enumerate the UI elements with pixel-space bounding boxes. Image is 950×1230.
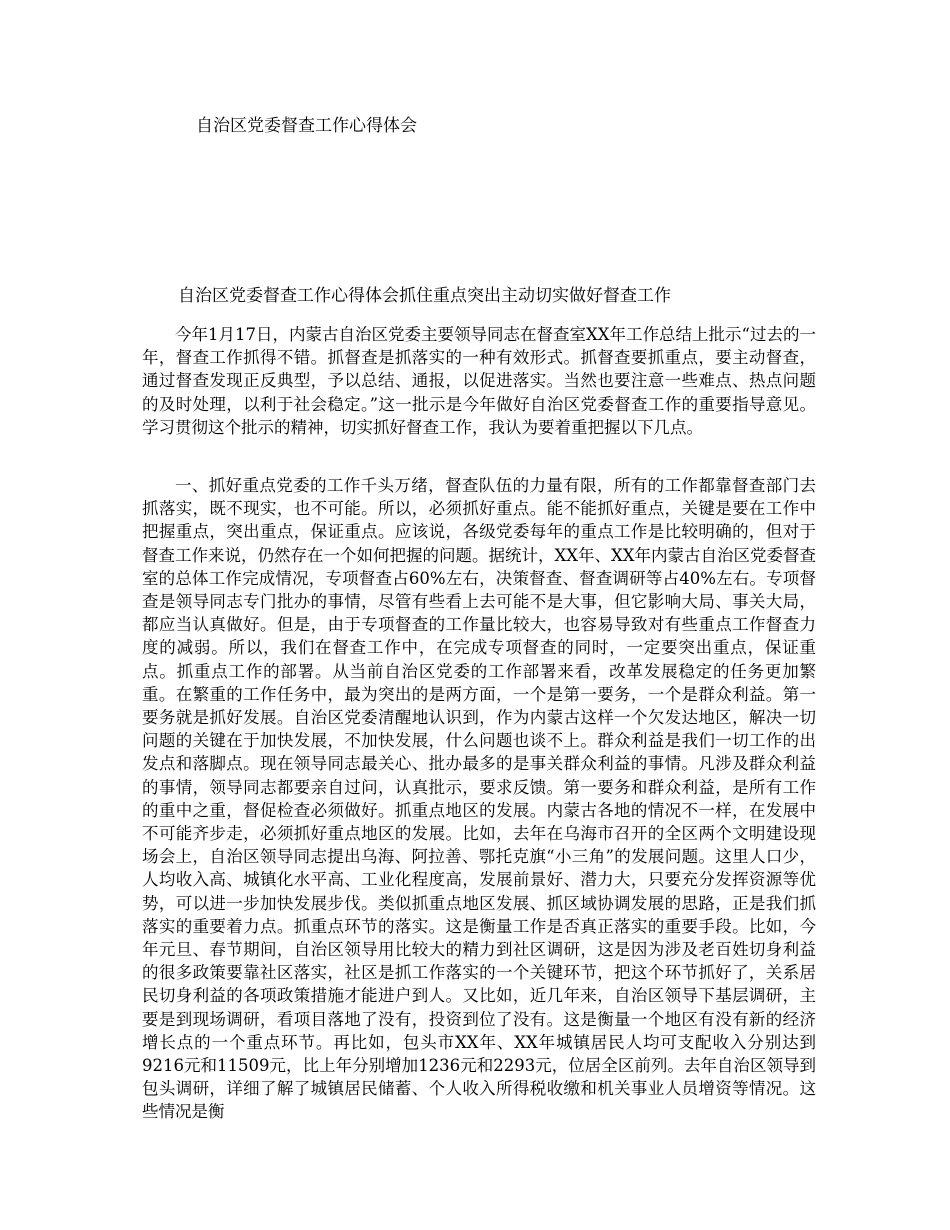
paragraph-intro: 今年1月17日，内蒙古自治区党委主要领导同志在督查室XX年工作总结上批示“过去的一年，督查工作抓得不错。抓督查是抓落实的一种有效形式。抓督查要抓重点，要主动督查，通过督查发现正反典型，予以总结、通报，以促进落实。当然也要注意一些难点、热点问题的及时处理，以利于社会稳定。”这一批示是今年做好自治区党委督查工作的重要指导意见。学习贯彻这个批示的精神，切实抓好督查工作，我认为要着重把握以下几点。: [142, 325, 816, 437]
document-title: 自治区党委督查工作心得体会: [196, 116, 417, 136]
paragraph-section-one: 一、抓好重点党委的工作千头万绪，督查队伍的力量有限，所有的工作都靠督查部门去抓落实，既不现实，也不可能。所以，必须抓好重点。能不能抓好重点，关键是要在工作中把握重点，突出重点，保证重点。应该说，各级党委每年的重点工作是比较明确的，但对于督查工作来说，仍然存在一个如何把握的问题。据统计，XX年、XX年内蒙古自治区党委督查室的总体工作完成情况，专项督查占60%左右，决策督查、督查调研等占40%左右。专项督查是领导同志专门批办的事情，尽管有些看上去可能不是大事，但它影响大局、事关大局，都应当认真做好。但是，由于专项督查的工作量比较大，也容易导致对有些重点工作督查力度的减弱。所以，我们在督查工作中，在完成专项督查的同时，一定要突出重点，保证重点。抓重点工作的部署。从当前自治区党委的工作部署来看，改革发展稳定的任务更加繁重。在繁重的工作任务中，最为突出的是两方面，一个是第一要务，一个是群众利益。第一要务就是抓好发展。自治区党委清醒地认识到，作为内蒙古这样一个欠发达地区，解决一切问题的关键在于加快发展，不加快发展，什么问题也谈不上。群众利益是我们一切工作的出发点和落脚点。现在领导同志最关心、批办最多的是事关群众利益的事情。凡涉及群众利益的事情，领导同志都要亲自过问，认真批示，要求反馈。第一要务和群众利益，是所有工作的重中之重，督促检查必须做好。抓重点地区的发展。内蒙古各地的情况不一样，在发展中不可能齐步走，必须抓好重点地区的发展。比如，去年在乌海市召开的全区两个文明建设现场会上，自治区领导同志提出乌海、阿拉善、鄂托克旗“小三角”的发展问题。这里人口少，人均收入高、城镇化水平高、工业化程度高，发展前景好、潜力大，只要充分发挥资源等优势，可以进一步加快发展步伐。类似抓重点地区发展、抓区域协调发展的思路，正是我们抓落实的重要着力点。抓重点环节的落实。这是衡量工作是否真正落实的重要手段。比如，今年元旦、春节期间，自治区领导用比较大的精力到社区调研，这是因为涉及老百姓切身利益的很多政策要靠社区落实，社区是抓工作落实的一个关键环节，把这个环节抓好了，关系居民切身利益的各项政策措施才能进户到人。又比如，近几年来，自治区领导下基层调研，主要是到现场调研，看项目落地了没有，投资到位了没有。这是衡量一个地区有没有新的经济增长点的一个重点环节。再比如，包头市XX年、XX年城镇居民人均可支配收入分别达到9216元和11509元，比上年分别增加1236元和2293元，位居全区前列。去年自治区领导到包头调研，详细了解了城镇居民储蓄、个人收入所得税收缴和机关事业人员增资等情况。这些情况是衡: [142, 476, 816, 1122]
document-subtitle: 自治区党委督查工作心得体会抓住重点突出主动切实做好督查工作: [178, 286, 671, 306]
